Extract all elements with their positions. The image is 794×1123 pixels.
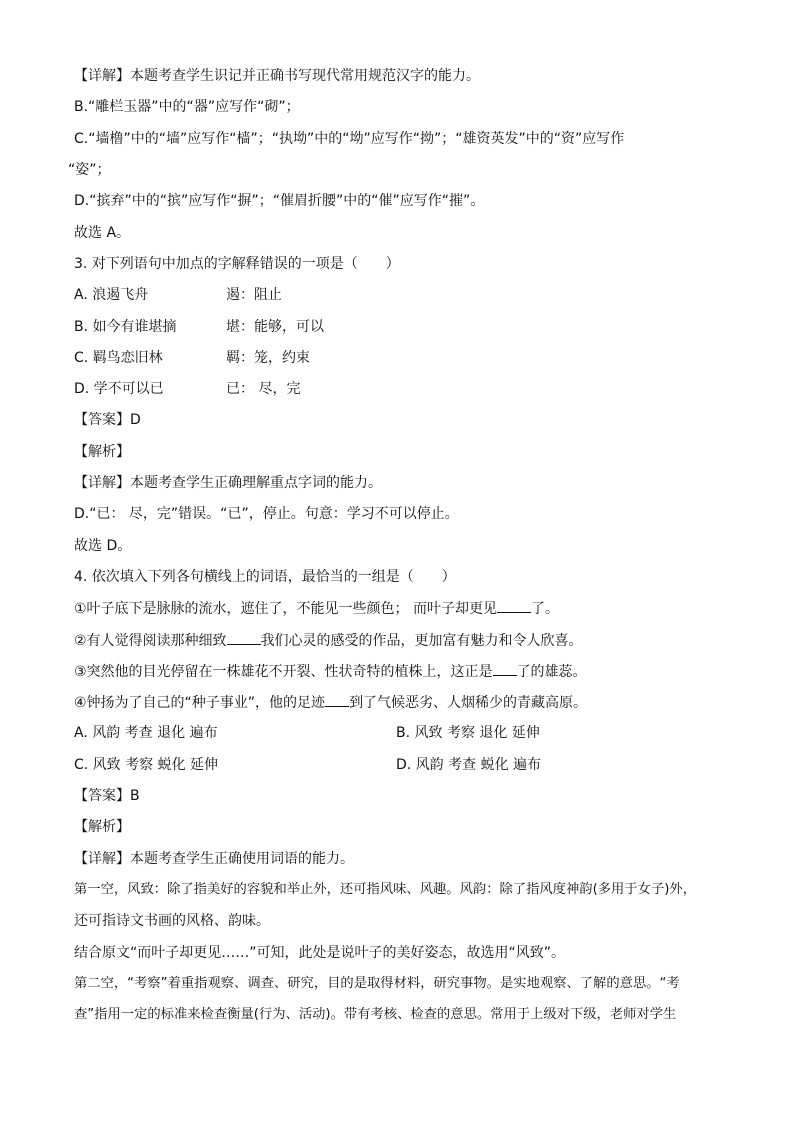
answer-3: 【答案】D <box>74 412 141 428</box>
detail-3-body: D.“已： 尽，完”错误。“已”，停止。句意：学习不可以停止。 <box>74 506 459 522</box>
sentence-text: 了的雄蕊。 <box>516 664 587 680</box>
detail-3: 【详解】本题考查学生正确理解重点字词的能力。 <box>74 475 382 491</box>
detail-4: 【详解】本题考查学生正确使用词语的能力。 <box>74 851 354 867</box>
selection-3: 故选 D。 <box>74 538 132 554</box>
explanation-paragraph: 第一空，风致：除了指美好的容貌和举止外，还可指风味、风趣。风韵：除了指风度神韵(多用于女子)外， <box>74 882 697 897</box>
explanation-paragraph: 查”指用一定的标准来检查衡量(行为、活动)。带有考核、检查的意思。常用于上级对下级，老师对学生 <box>74 1007 677 1022</box>
q4-option-d: D. 风韵 考查 蜕化 遍布 <box>396 757 542 773</box>
sentence-text: 到了气候恶劣、人烟稀少的青藏高原。 <box>349 695 588 711</box>
fill-blank <box>325 692 349 707</box>
text-line: “姿”； <box>68 162 111 178</box>
answer-4: 【答案】B <box>74 788 140 804</box>
q4-sentence-4 <box>74 692 734 713</box>
q4-sentence-2 <box>74 630 734 651</box>
q4-option-c: C. 风致 考察 蜕化 延伸 <box>74 757 219 773</box>
text-line: C.“墙橹”中的“墙”应写作“樯”；“执坳”中的“坳”应写作“拗”；“雄资英发”中的“资”应写作 <box>74 131 625 147</box>
fill-blank <box>497 598 531 613</box>
q3-option-d-explanation: 已： 尽，完 <box>226 381 301 397</box>
explanation-paragraph: 第二空，“考察”着重指观察、调查、研究，目的是取得材料，研究事物。是实地观察、了解的意思。“考 <box>74 976 680 991</box>
text-line: 故选 A。 <box>74 225 131 241</box>
sentence-text: ②有人觉得阅读那种细致 <box>74 633 227 649</box>
question-3: 3. 对下列语句中加点的字解释错误的一项是（ ） <box>74 256 400 272</box>
q4-option-a: A. 风韵 考查 退化 遍布 <box>74 725 218 741</box>
explanation-paragraph: 还可指诗文书画的风格、韵味。 <box>74 913 270 929</box>
q3-option-b-sentence: B. 如今有谁堪摘 <box>74 319 177 335</box>
fill-blank <box>227 630 261 645</box>
sentence-text: ①叶子底下是脉脉的流水，遮住了，不能见一些颜色； 而叶子却更见 <box>74 601 497 617</box>
q3-option-a-explanation: 遏：阻止 <box>226 287 282 303</box>
q3-option-a-sentence: A. 浪遏飞舟 <box>74 287 149 303</box>
q3-option-c-sentence: C. 羁鸟恋旧林 <box>74 350 163 366</box>
sentence-text: 了。 <box>531 601 559 617</box>
text-line: D.“摈弃”中的“摈”应写作“摒”；“催眉折腰”中的“催”应写作“摧”。 <box>74 193 485 209</box>
text-line: 【详解】本题考查学生识记并正确书写现代常用规范汉字的能力。 <box>74 68 480 84</box>
q4-sentence-3 <box>74 661 734 682</box>
fill-blank <box>493 661 517 676</box>
sentence-text: 我们心灵的感受的作品，更加富有魅力和令人欣喜。 <box>260 633 583 649</box>
q3-option-c-explanation: 羁：笼，约束 <box>226 350 310 366</box>
sentence-text: ④钟扬为了自己的“种子事业”，他的足迹 <box>74 695 326 711</box>
text-line: B.“雕栏玉器”中的“器”应写作“砌”； <box>74 99 300 115</box>
explanation-paragraph: 结合原文“而叶子却更见……”可知，此处是说叶子的美好姿态，故选用“风致”。 <box>74 945 566 961</box>
question-4: 4. 依次填入下列各句横线上的词语，最恰当的一组是（ ） <box>74 569 456 585</box>
q4-option-b: B. 风致 考察 退化 延伸 <box>396 725 540 741</box>
analysis-3: 【解析】 <box>74 444 130 460</box>
sentence-text: ③突然他的目光停留在一株雄花不开裂、性状奇特的植株上，这正是 <box>74 664 493 680</box>
q3-option-d-sentence: D. 学不可以已 <box>74 381 164 397</box>
analysis-4: 【解析】 <box>74 819 130 835</box>
q3-option-b-explanation: 堪：能够，可以 <box>226 319 324 335</box>
q4-sentence-1 <box>74 598 734 619</box>
